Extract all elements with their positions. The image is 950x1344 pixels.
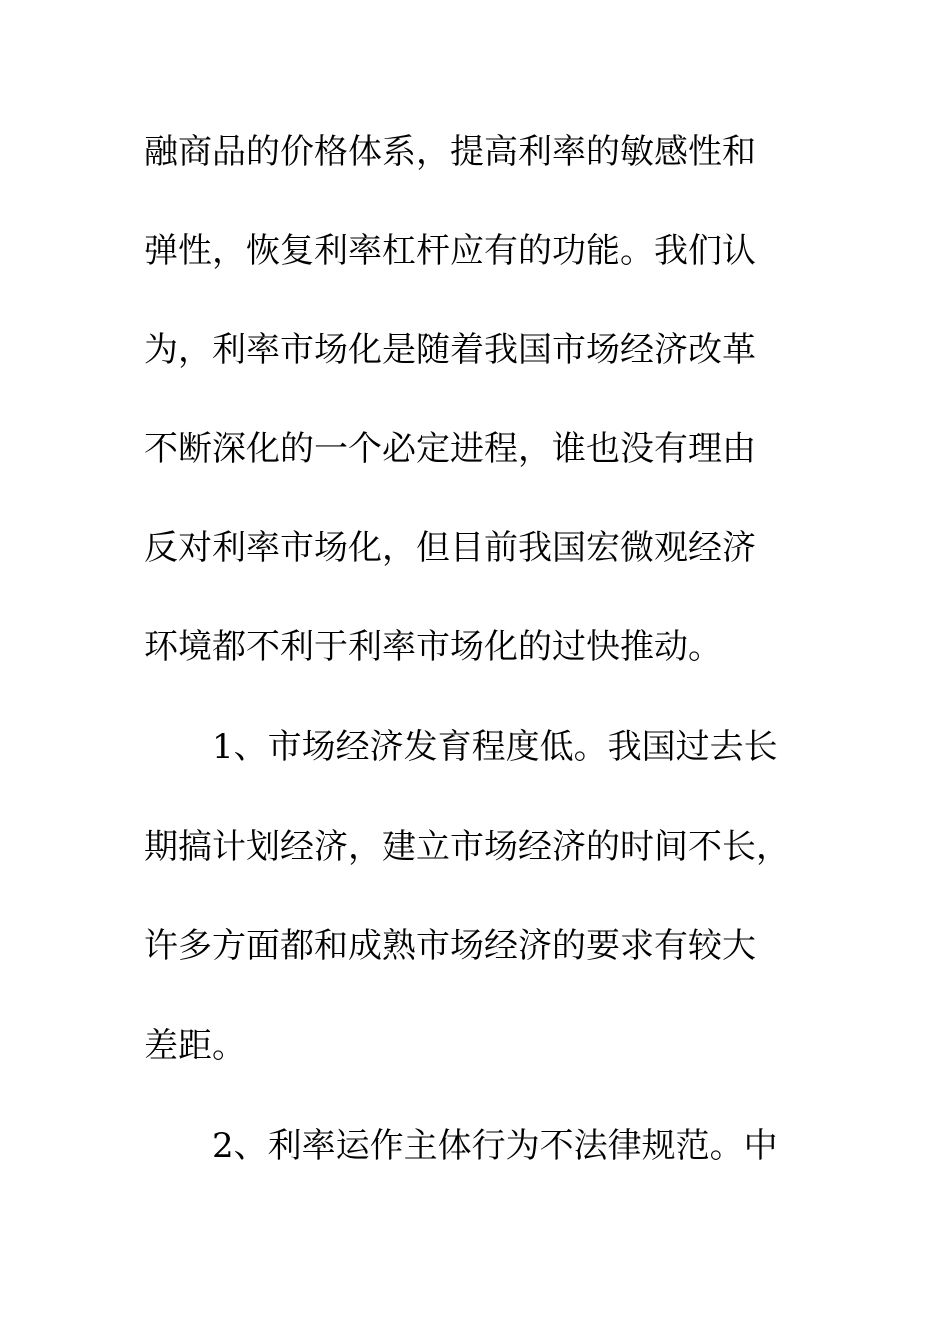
text-line: 反对利率市场化，但目前我国宏微观经济: [144, 528, 756, 568]
text-line: 差距。: [144, 1026, 246, 1066]
text-line: 不断深化的一个必定进程，谁也没有理由: [144, 429, 756, 469]
text-line: 弹性，恢复利率杠杆应有的功能。我们认: [144, 231, 756, 271]
paragraph-start-line: 2、利率运作主体行为不法律规范。中: [212, 1126, 778, 1166]
text-line: 环境都不利于利率市场化的过快推动。: [144, 627, 722, 667]
text-line: 期搞计划经济，建立市场经济的时间不长，: [144, 827, 790, 867]
text-line: 融商品的价格体系，提高利率的敏感性和: [144, 132, 756, 172]
paragraph-start-line: 1、市场经济发育程度低。我国过去长: [212, 727, 778, 767]
text-line: 为，利率市场化是随着我国市场经济改革: [144, 330, 756, 370]
text-line: 许多方面都和成熟市场经济的要求有较大: [144, 926, 756, 966]
